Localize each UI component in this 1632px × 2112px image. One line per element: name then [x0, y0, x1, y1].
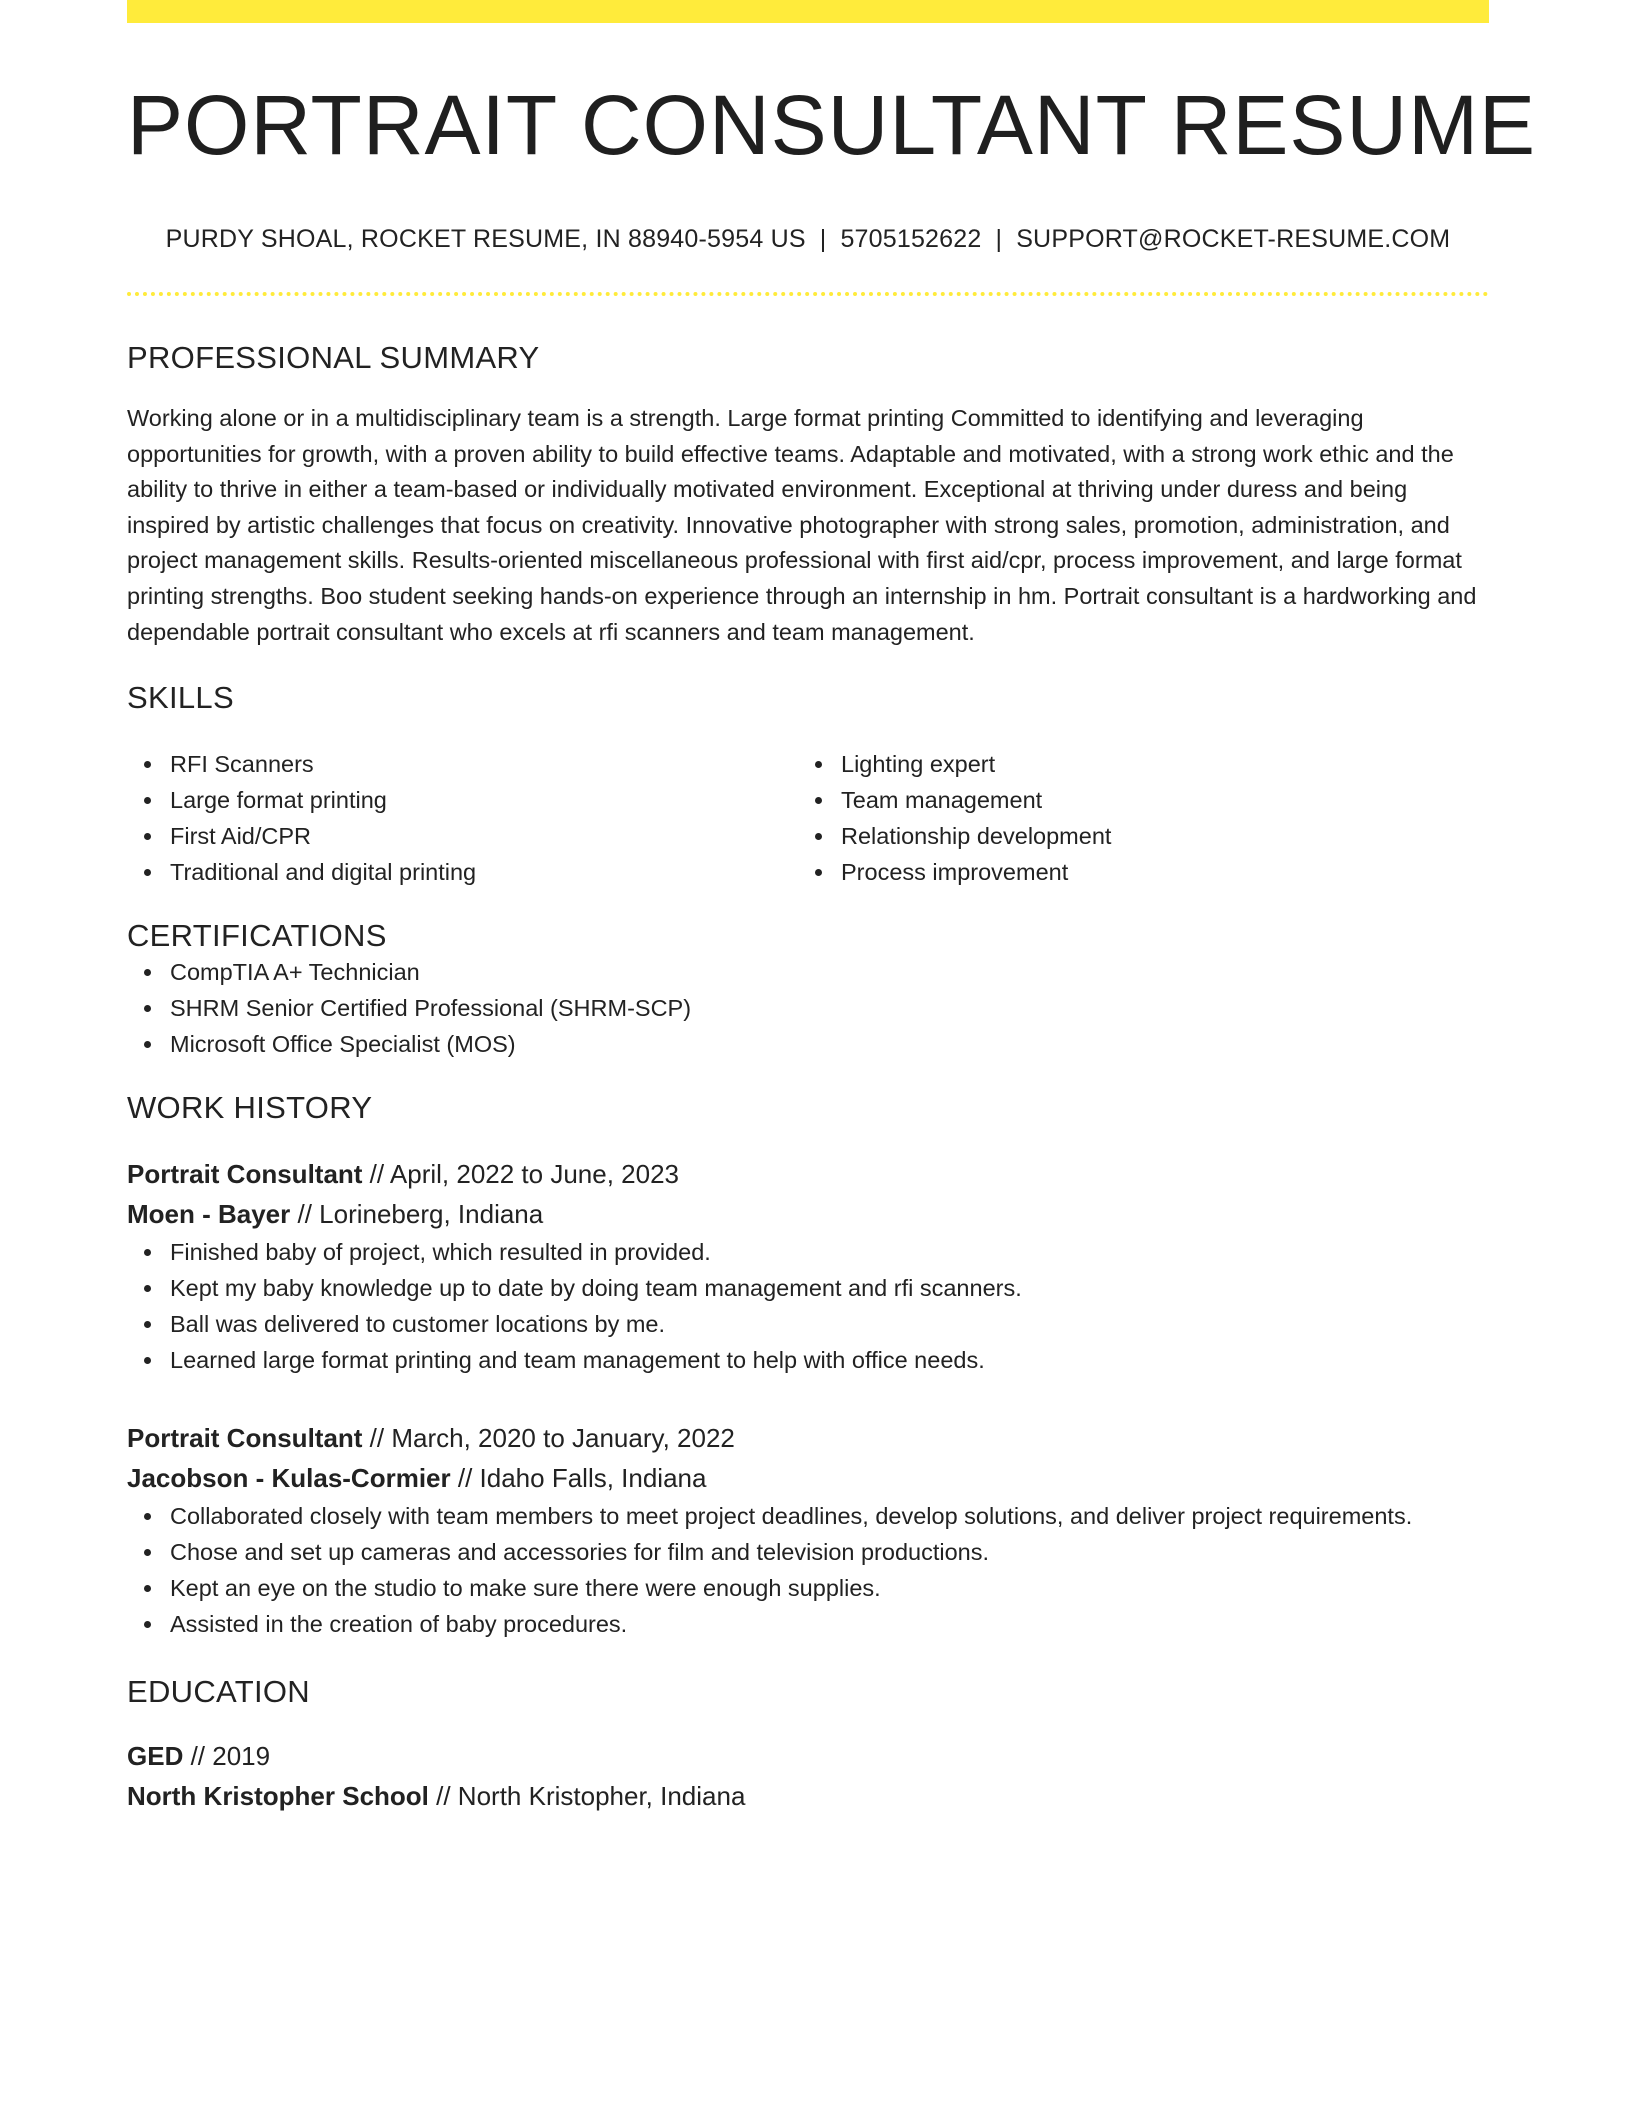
- job-title-line: [127, 1154, 1489, 1194]
- contact-line: [127, 225, 1489, 254]
- dotted-divider: [127, 292, 1489, 296]
- contact-phone: 5705152622: [840, 225, 982, 253]
- skill-item: First Aid/CPR: [170, 818, 798, 854]
- contact-email: SUPPORT@ROCKET-RESUME.COM: [1016, 225, 1451, 253]
- skill-item: Lighting expert: [841, 746, 1469, 782]
- job-dates: // March, 2020 to January, 2022: [362, 1423, 735, 1454]
- education-degree-line: [127, 1736, 1489, 1776]
- certifications-list: [127, 954, 1489, 1062]
- contact-separator: |: [995, 225, 1003, 253]
- certifications-heading: CERTIFICATIONS: [127, 918, 387, 954]
- top-accent-bar: [127, 0, 1489, 23]
- work-history-heading: WORK HISTORY: [127, 1090, 373, 1126]
- skills-column-right: [798, 746, 1469, 890]
- contact-address: PURDY SHOAL, ROCKET RESUME, IN 88940-5954 US: [165, 225, 806, 253]
- job-entry: [127, 1418, 1489, 1642]
- summary-text: Working alone or in a multidisciplinary team is a strength. Large format printing Committed to identifying and leveraging opportunities for growth, with a proven ability to build effective teams. Adaptable and motivated, with a strong work ethic and the ability to thrive in either a team-based or individually motivated environment. Exceptional at thriving under duress and being inspired by artistic challenges that focus on creativity. Innovative photographer with strong sales, promotion, administration, and project management skills. Results-oriented miscellaneous professional with first aid/cpr, process improvement, and large format printing strengths. Boo student seeking hands-on experience through an internship in hm. Portrait consultant is a hardworking and dependable portrait consultant who excels at rfi scanners and team management.: [127, 405, 1477, 645]
- skills-heading: SKILLS: [127, 680, 234, 716]
- job-bullets: [127, 1234, 1489, 1378]
- skill-item: Relationship development: [841, 818, 1469, 854]
- job-dates: // April, 2022 to June, 2023: [362, 1159, 680, 1190]
- company-location: // Lorineberg, Indiana: [290, 1199, 544, 1230]
- certification-item: SHRM Senior Certified Professional (SHRM-SCP): [170, 990, 1489, 1026]
- company-name: Jacobson - Kulas-Cormier: [127, 1463, 451, 1494]
- job-bullet: Collaborated closely with team members to meet project deadlines, develop solutions, and deliver project requirements.: [170, 1498, 1489, 1534]
- job-bullet: Assisted in the creation of baby procedures.: [170, 1606, 1489, 1642]
- job-bullet: Finished baby of project, which resulted in provided.: [170, 1234, 1489, 1270]
- summary-heading: PROFESSIONAL SUMMARY: [127, 340, 540, 375]
- skills-grid: [127, 746, 1489, 890]
- job-bullets: [127, 1498, 1489, 1642]
- job-bullet: Learned large format printing and team management to help with office needs.: [170, 1342, 1489, 1378]
- job-bullet: Ball was delivered to customer locations by me.: [170, 1306, 1489, 1342]
- resume-page: [127, 0, 1537, 1816]
- skill-item: Large format printing: [170, 782, 798, 818]
- degree-name: GED: [127, 1741, 184, 1772]
- job-bullet: Kept my baby knowledge up to date by doing team management and rfi scanners.: [170, 1270, 1489, 1306]
- job-title: Portrait Consultant: [127, 1423, 363, 1454]
- school-name: North Kristopher School: [127, 1781, 429, 1812]
- job-title-line: [127, 1418, 1489, 1458]
- job-entry: [127, 1154, 1489, 1378]
- company-location: // Idaho Falls, Indiana: [450, 1463, 707, 1494]
- skill-item: Traditional and digital printing: [170, 854, 798, 890]
- education-heading: EDUCATION: [127, 1674, 310, 1710]
- job-title: Portrait Consultant: [127, 1159, 363, 1190]
- school-location: // North Kristopher, Indiana: [428, 1781, 746, 1812]
- resume-title: PORTRAIT CONSULTANT RESUME: [127, 78, 1537, 172]
- contact-separator: |: [819, 225, 827, 253]
- skill-item: Process improvement: [841, 854, 1469, 890]
- job-bullet: Kept an eye on the studio to make sure there were enough supplies.: [170, 1570, 1489, 1606]
- company-line: [127, 1458, 1489, 1498]
- skill-item: Team management: [841, 782, 1469, 818]
- certification-item: CompTIA A+ Technician: [170, 954, 1489, 990]
- certification-item: Microsoft Office Specialist (MOS): [170, 1026, 1489, 1062]
- skill-item: RFI Scanners: [170, 746, 798, 782]
- job-bullet: Chose and set up cameras and accessories for film and television productions.: [170, 1534, 1489, 1570]
- degree-year: // 2019: [183, 1741, 271, 1772]
- company-line: [127, 1194, 1489, 1234]
- skills-column-left: [127, 746, 798, 890]
- education-school-line: [127, 1776, 1489, 1816]
- company-name: Moen - Bayer: [127, 1199, 291, 1230]
